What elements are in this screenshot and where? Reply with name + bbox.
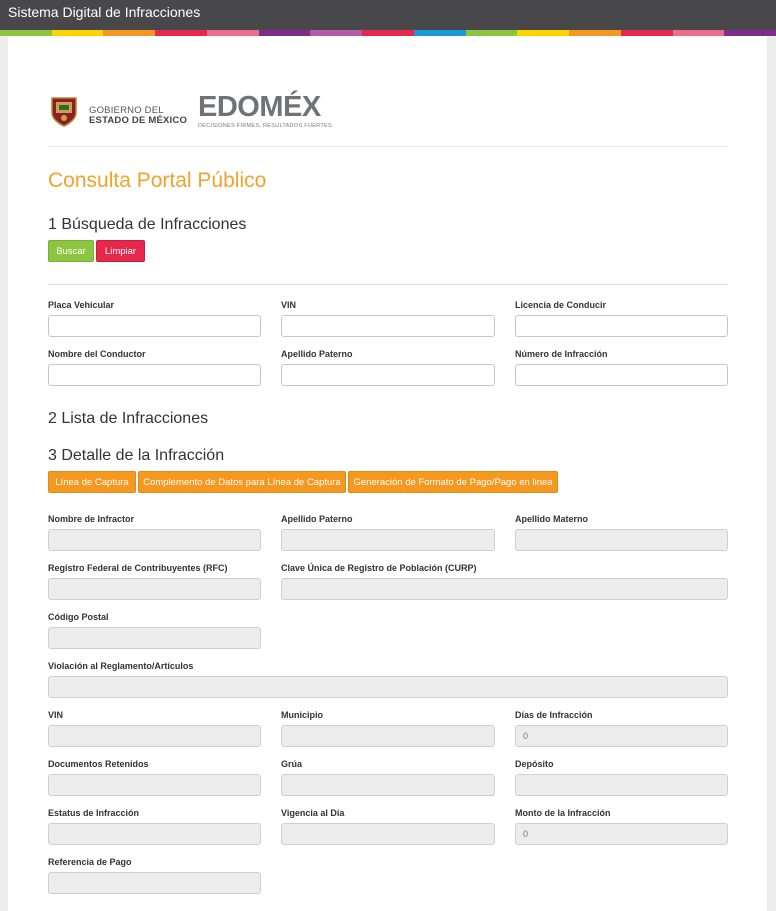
violacion-label: Violación al Reglamento/Artículos: [48, 661, 194, 671]
licencia-input[interactable]: [515, 315, 728, 337]
rfc-label: Registro Federal de Contribuyentes (RFC): [48, 563, 228, 573]
violacion-field: [48, 676, 728, 698]
referencia-label: Referencia de Pago: [48, 857, 132, 867]
dias-infraccion-label: Días de Infracción: [515, 710, 593, 720]
buscar-button[interactable]: Buscar: [48, 240, 94, 262]
apellido-materno-field: [515, 529, 728, 551]
gobierno-logo-text: [89, 106, 187, 126]
header-divider: [48, 146, 728, 147]
limpiar-button[interactable]: Limpiar: [96, 240, 145, 262]
deposito-field: [515, 774, 728, 796]
estatus-field: [48, 823, 261, 845]
complemento-datos-button[interactable]: Complemento de Datos para Línea de Captura: [138, 471, 346, 493]
referencia-field: [48, 872, 261, 894]
gob-line1: GOBIERNO DEL: [89, 105, 164, 116]
section-list-heading: 2 Lista de Infracciones: [48, 410, 209, 427]
curp-label: Clave Única de Registro de Población (CURP): [281, 563, 477, 573]
curp-field: [281, 578, 728, 600]
numero-infraccion-input[interactable]: [515, 364, 728, 386]
monto-field: 0: [515, 823, 728, 845]
codigo-postal-label: Código Postal: [48, 612, 109, 622]
dias-infraccion-field: 0: [515, 725, 728, 747]
documentos-label: Documentos Retenidos: [48, 759, 149, 769]
vigencia-field: [281, 823, 495, 845]
generacion-formato-button[interactable]: Generación de Formato de Pago/Pago en linea: [348, 471, 558, 493]
vin-label: VIN: [48, 710, 64, 720]
licencia-label: Licencia de Conducir: [515, 300, 607, 310]
documentos-field: [48, 774, 261, 796]
window-titlebar: [0, 0, 776, 30]
codigo-postal-field: [48, 627, 261, 649]
window-title: Sistema Digital de Infracciones: [8, 4, 201, 20]
section-detail-heading: 3 Detalle de la Infracción: [48, 447, 225, 464]
vin-field: [48, 725, 261, 747]
numero-infraccion-label: Número de Infracción: [515, 349, 608, 359]
vin-search-label: VIN: [281, 300, 297, 310]
placa-label: Placa Vehicular: [48, 300, 115, 310]
apellido-search-input[interactable]: [281, 364, 495, 386]
nombre-conductor-input[interactable]: [48, 364, 261, 386]
main-card: [8, 36, 767, 911]
vin-search-input[interactable]: [281, 315, 495, 337]
search-divider: [48, 284, 728, 285]
placa-input[interactable]: [48, 315, 261, 337]
monto-label: Monto de la Infracción: [515, 808, 611, 818]
apellido-materno-label: Apellido Materno: [515, 514, 589, 524]
coat-of-arms-icon: [50, 95, 78, 127]
rfc-field: [48, 578, 261, 600]
grua-label: Grúa: [281, 759, 303, 769]
deposito-label: Depósito: [515, 759, 554, 769]
grua-field: [281, 774, 495, 796]
apellido-paterno-field: [281, 529, 495, 551]
nombre-infractor-label: Nombre de Infractor: [48, 514, 135, 524]
municipio-field: [281, 725, 495, 747]
gob-line2: ESTADO DE MÉXICO: [89, 115, 188, 126]
apellido-search-label: Apellido Paterno: [281, 349, 353, 359]
section-search-heading: 1 Búsqueda de Infracciones: [48, 216, 247, 233]
linea-captura-button[interactable]: Línea de Captura: [48, 471, 136, 493]
nombre-infractor-field: [48, 529, 261, 551]
edomex-tagline: DECISIONES FIRMES, RESULTADOS FUERTES.: [198, 123, 334, 129]
edomex-wordmark: EDOMÉX: [198, 91, 321, 123]
estatus-label: Estatus de Infracción: [48, 808, 140, 818]
apellido-paterno-label: Apellido Paterno: [281, 514, 353, 524]
nombre-conductor-label: Nombre del Conductor: [48, 349, 146, 359]
vigencia-label: Vigencia al Día: [281, 808, 345, 818]
page-title: Consulta Portal Público: [48, 169, 267, 192]
municipio-label: Municipio: [281, 710, 323, 720]
edomex-logo: [198, 92, 334, 129]
